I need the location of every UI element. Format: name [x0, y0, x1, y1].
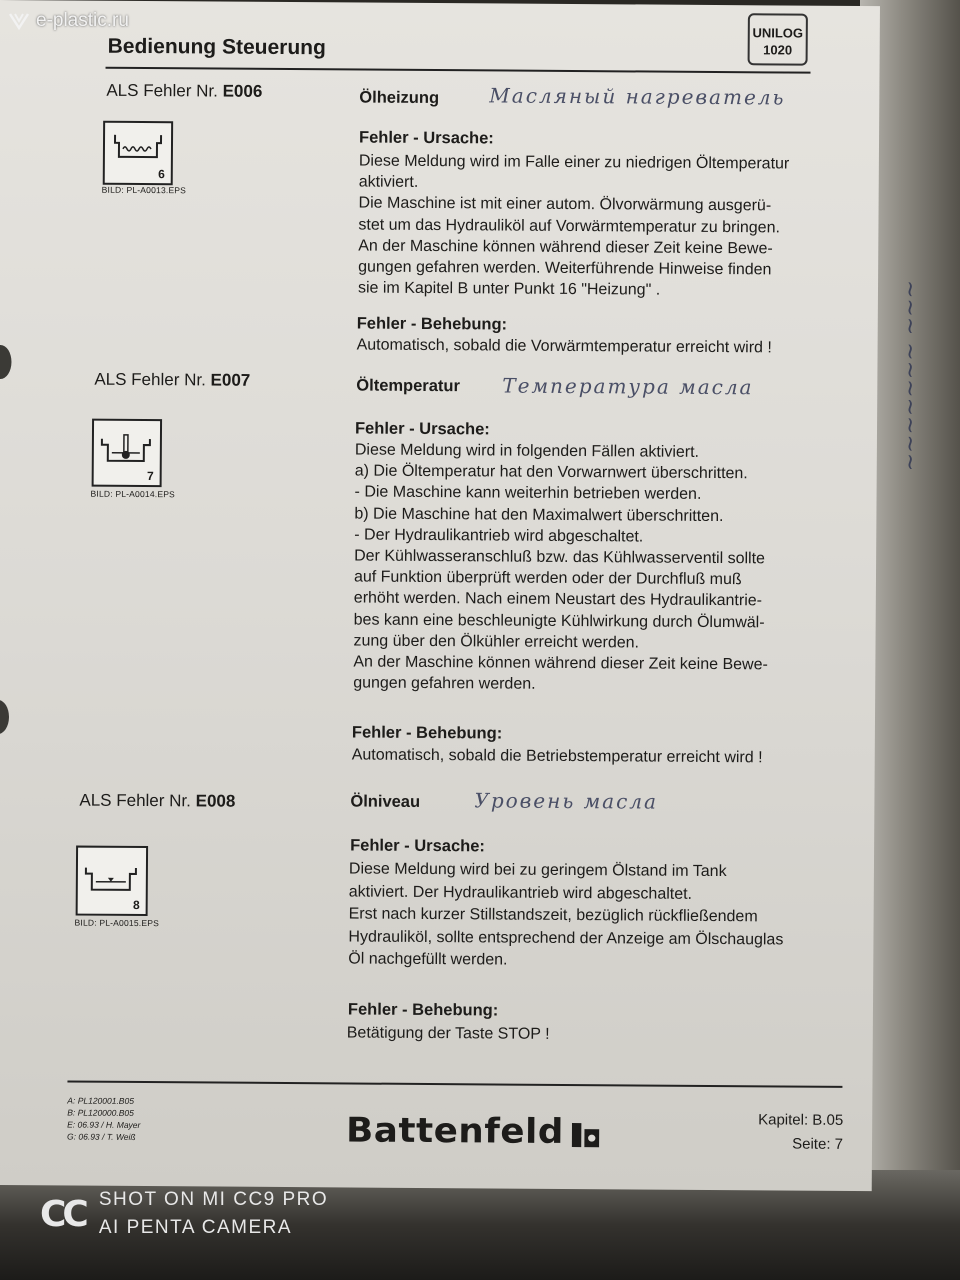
error-code: E007: [210, 370, 251, 390]
error-topic: Ölniveau: [350, 792, 421, 811]
unilog-badge-line1: UNILOG: [752, 25, 804, 41]
remedy-heading: Fehler - Behebung:: [351, 723, 503, 743]
remedy-heading: Fehler - Behebung:: [356, 314, 508, 334]
figure-caption: BILD: PL-A0013.EPS: [101, 184, 187, 196]
figure-caption: BILD: PL-A0014.EPS: [90, 488, 175, 500]
handwritten-note: Масляный нагреватель: [489, 83, 786, 110]
cause-heading: Fehler - Ursache:: [358, 128, 494, 148]
camera-text: [99, 1186, 328, 1242]
page-number: Seite: 7: [792, 1135, 844, 1153]
punch-hole: [0, 700, 9, 734]
remedy-text: Automatisch, sobald die Vorwärmtemperatur erreicht wird !: [356, 336, 772, 357]
error-number-e008: [79, 791, 235, 812]
cause-heading: Fehler - Ursache:: [350, 836, 485, 856]
icon-number: 7: [146, 469, 154, 484]
footer-rule: [67, 1080, 842, 1087]
revision-ref: B: PL120000.B05: [67, 1107, 134, 1118]
unilog-badge-line2: 1020: [763, 42, 793, 58]
oil-temperature-icon: [92, 419, 162, 487]
camera-text-line: SHOT ON MI CC9 PRO: [98, 1189, 329, 1210]
error-number-e007: [94, 370, 250, 391]
page-title: Bedienung Steuerung: [107, 34, 326, 60]
revision-ref: A: PL120001.B05: [67, 1095, 134, 1106]
remedy-text: Betätigung der Taste STOP !: [346, 1024, 550, 1043]
site-watermark: [8, 10, 129, 32]
cause-heading: Fehler - Ursache:: [354, 419, 490, 439]
punch-hole: [0, 345, 12, 379]
error-code: E006: [222, 81, 263, 101]
revision-ref: G: 06.93 / T. Weiß: [67, 1131, 136, 1142]
brand-name: Battenfeld: [345, 1110, 565, 1152]
watermark-text: e-plastic.ru: [36, 10, 129, 31]
error-topic: Ölheizung: [359, 88, 440, 108]
error-number-e006: [106, 81, 262, 102]
icon-number: 8: [132, 897, 140, 912]
cause-text: Diese Meldung wird im Falle einer zu niedrigen Öltemperatur aktiviert. Die Maschine ist mit einer autom. Ölvorwärmung ausgerü- stet um das Hydrauliköl auf Vorwärmtemperatur zu bringen. An der Maschine können während dieser Zeit keine Bewe- gungen gefahren werden. Weiterführende Hinweise finden sie im Kapitel B unter Punkt 16 "Heizung" .: [357, 152, 790, 299]
handwritten-side-note: ~~~ ~~~~~~~: [897, 280, 922, 472]
header-rule: [106, 67, 811, 74]
oil-level-icon: [76, 846, 148, 917]
error-topic: Öltemperatur: [356, 376, 460, 396]
page-reference: [747, 1108, 843, 1157]
handwritten-note: Уровень масла: [474, 788, 659, 814]
camera-logo: CC: [40, 1193, 85, 1235]
chapter-label: Kapitel: B.05: [758, 1111, 844, 1129]
oil-heater-icon: [103, 121, 173, 185]
als-prefix: ALS Fehler Nr.: [106, 80, 218, 101]
revision-references: [67, 1094, 141, 1143]
figure-caption: BILD: PL-A0015.EPS: [74, 917, 160, 929]
als-prefix: ALS Fehler Nr.: [94, 369, 206, 390]
error-code: E008: [195, 791, 236, 811]
battenfeld-logo: [346, 1110, 602, 1152]
battenfeld-mark-icon: [572, 1118, 602, 1146]
watermark-logo-icon: [8, 10, 30, 32]
cause-text: Diese Meldung wird in folgenden Fällen aktiviert. a) Die Öltemperatur hat den Vorwarnwert überschritten. - Die Maschine kann weiterhin betrieben werden. b) Die Maschine hat den Maximalwert überschritten. - Der Hydraulikantrieb wird abgeschaltet. Der Kühlwasseranschluß bzw. das Kühlwasserventil sollte auf Funktion überprüft werden oder der Durchfluß muß erhöht werden. Nach einem Neustart des Hydraulikantrie- bes kann eine beschleunigte Kühlwirkung durch Ölumwäl- zung über den Ölkühler erreicht werden. An der Maschine können während dieser Zeit keine Bewe- gungen gefahren werden.: [353, 441, 768, 693]
remedy-heading: Fehler - Behebung:: [347, 1000, 499, 1020]
unilog-badge: [748, 13, 808, 65]
cause-text: Diese Meldung wird bei zu geringem Ölstand im Tank aktiviert. Der Hydraulikantrieb wird abgeschaltet. Erst nach kurzer Stillstandszeit, bezüglich rückfließendem Hydrauliköl, sollte entsprechend der Anzeige am Ölschauglas Öl nachgefüllt werden.: [348, 860, 784, 969]
als-prefix: ALS Fehler Nr.: [79, 790, 191, 811]
camera-text-line: AI PENTA CAMERA: [98, 1217, 293, 1238]
handwritten-note: Температура масла: [502, 373, 754, 400]
camera-watermark: [40, 1186, 328, 1242]
icon-number: 6: [158, 167, 165, 182]
remedy-text: Automatisch, sobald die Betriebstemperatur erreicht wird !: [351, 746, 763, 767]
revision-ref: E: 06.93 / H. Mayer: [67, 1119, 141, 1131]
